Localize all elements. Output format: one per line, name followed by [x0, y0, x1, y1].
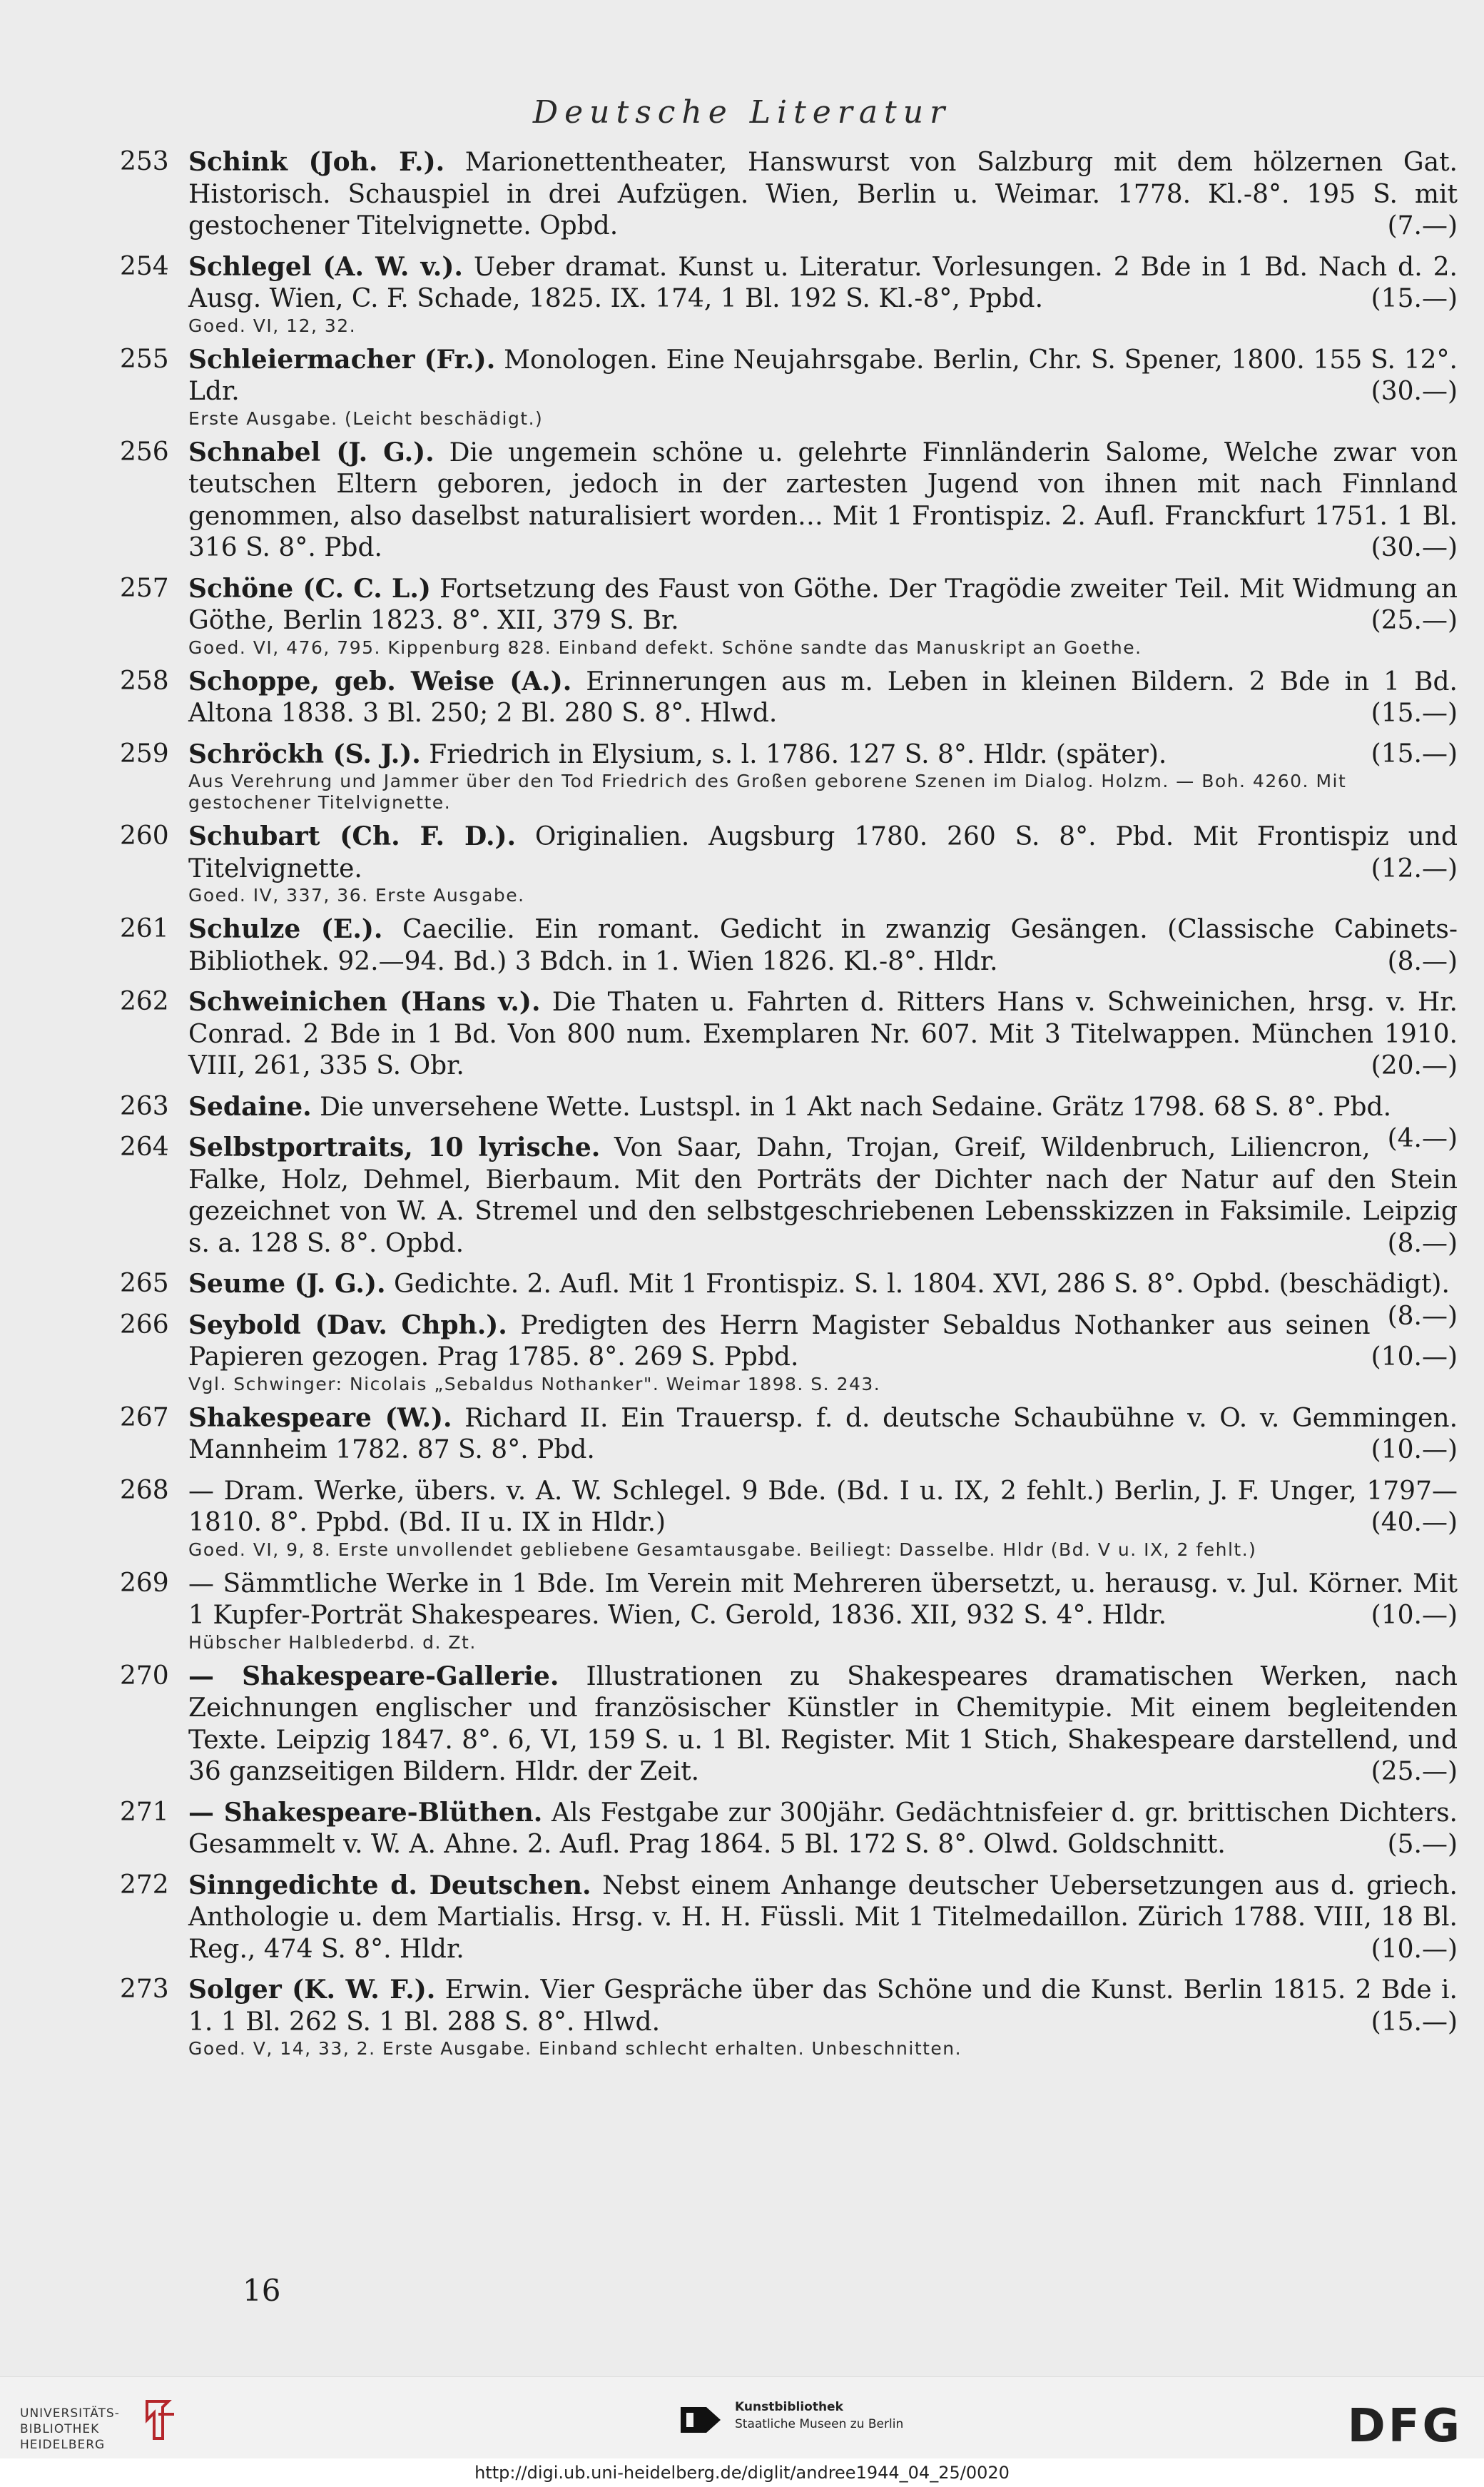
entry-text: Erinnerungen aus m. Leben in kleinen Bildern. 2 Bde in 1 Bd. Altona 1838. 3 Bl. 250; 2 Bl. 280 S. 8°. Hlwd.	[188, 667, 1458, 728]
page-number: 16	[243, 2273, 281, 2308]
entry-author: Sinngedichte d. Deutschen.	[188, 1870, 591, 1900]
entry-text: Monologen. Eine Neujahrsgabe. Berlin, Chr. S. Spener, 1800. 155 S. 12°. Ldr.	[188, 345, 1458, 406]
entry-number: 267	[120, 1402, 169, 1432]
catalog-entry	[120, 437, 1458, 564]
entry-price: (15.—)	[1371, 739, 1458, 769]
catalog-entry	[120, 986, 1458, 1083]
entry-text: Caecilie. Ein romant. Gedicht in zwanzig Gesängen. (Classische Cabinets-Bibliothek. 92.—94. Bd.) 3 Bdch. in 1. Wien 1826. Kl.-8°. Hldr.	[188, 915, 1458, 976]
entry-body	[188, 666, 1458, 730]
entry-text: Die Thaten u. Fahrten d. Ritters Hans v. Schweinichen, hrsg. v. Hr. Conrad. 2 Bde in 1 Bd. Von 800 num. Exemplaren Nr. 607. Mit 3 Titelwappen. München 1910. VIII, 261, 335 S. Obr.	[188, 988, 1458, 1080]
catalog-entry	[120, 146, 1458, 243]
entry-text: Von Saar, Dahn, Trojan, Greif, Wildenbruch, Liliencron, Falke, Holz, Dehmel, Bierbaum. Mit den Porträts der Dichter nach der Natur auf den Stein gezeichnet von W. A. Stremel und den selbstgeschriebenen Lebensskizzen in Faksimile. Leipzig s. a. 128 S. 8°. Opbd.	[188, 1133, 1458, 1258]
entry-number: 269	[120, 1568, 169, 1598]
entry-author: Solger (K. W. F.).	[188, 1975, 436, 2005]
catalog-entry	[120, 1402, 1458, 1467]
entry-text: Nebst einem Anhange deutscher Uebersetzungen aus d. griech. Anthologie u. dem Martialis. Hrsg. v. H. H. Füssli. Mit 1 Titelmedaillon. Zürich 1788. VIII, 18 Bl. Reg., 474 S. 8°. Hldr.	[188, 1870, 1458, 1964]
entry-note: Goed. VI, 476, 795. Kippenburg 828. Einband defekt. Schöne sandte das Manuskript an Goethe.	[188, 637, 1142, 658]
entry-number: 262	[120, 987, 169, 1016]
catalog-entry	[120, 1974, 1458, 2060]
entry-price: (15.—)	[1371, 2007, 1458, 2037]
entry-author: Selbstportraits, 10 lyrische.	[188, 1133, 601, 1163]
entry-body	[188, 1310, 1458, 1374]
entry-body	[188, 146, 1458, 243]
entry-author: Shakespeare (W.).	[188, 1402, 452, 1433]
entry-number: 263	[120, 1091, 169, 1121]
entry-price: (12.—)	[1371, 854, 1458, 883]
entry-text: Richard II. Ein Trauersp. f. d. deutsche Schaubühne v. O. v. Gemmingen. Mannheim 1782. 87 S. 8°. Pbd.	[188, 1403, 1458, 1464]
entry-price: (30.—)	[1371, 533, 1458, 562]
entry-number: 268	[120, 1475, 169, 1505]
library-name: Kunstbibliothek	[735, 2400, 843, 2414]
entry-price: (8.—)	[1387, 1301, 1458, 1331]
entry-text: Gedichte. 2. Aufl. Mit 1 Frontispiz. S. l. 1804. XVI, 286 S. 8°. Opbd. (beschädigt).	[385, 1270, 1450, 1299]
entry-body	[188, 739, 1458, 771]
entry-number: 271	[120, 1797, 169, 1827]
entry-author: — Shakespeare-Blüthen.	[188, 1797, 543, 1828]
entry-body	[188, 1475, 1458, 1539]
entry-price: (15.—)	[1371, 284, 1458, 313]
entry-body	[188, 1568, 1458, 1632]
entry-price: (30.—)	[1371, 377, 1458, 406]
entry-body	[188, 986, 1458, 1083]
entry-body	[188, 1132, 1458, 1260]
entry-text: Die unversehene Wette. Lustspl. in 1 Akt nach Sedaine. Grätz 1798. 68 S. 8°. Pbd.	[311, 1092, 1392, 1122]
entry-price: (8.—)	[1387, 1228, 1458, 1258]
entry-number: 270	[120, 1661, 169, 1691]
entry-body	[188, 251, 1458, 315]
entry-author: Schweinichen (Hans v.).	[188, 987, 541, 1017]
entry-price: (10.—)	[1371, 1601, 1458, 1630]
entry-note: Goed. IV, 337, 36. Erste Ausgabe.	[188, 885, 525, 906]
entry-price: (40.—)	[1371, 1508, 1458, 1537]
entry-number: 257	[120, 573, 169, 603]
entry-body	[188, 1402, 1458, 1467]
university-name-line: BIBLIOTHEK	[20, 2422, 100, 2436]
entry-text: Die ungemein schöne u. gelehrte Finnländerin Salome, Welche zwar von teutschen Eltern geboren, jedoch in der zartesten Jugend von ihnen mit nach Finnland genommen, also daselbst naturalisiert worden… Mit 1 Frontispiz. 2. Aufl. Franckfurt 1751. 1 Bl. 316 S. 8°. Pbd.	[188, 437, 1458, 562]
entry-number: 266	[120, 1310, 169, 1339]
entry-text: Illustrationen zu Shakespeares dramatischen Werken, nach Zeichnungen englischer und französischer Künstler in Chemitypie. Mit einem begleitenden Texte. Leipzig 1847. 8°. 6, VI, 159 S. u. 1 Bl. Register. Mit 1 Stich, Shakespeare darstellend, und 36 ganzseitigen Bildern. Hldr. der Zeit.	[188, 1661, 1458, 1786]
entry-note: Vgl. Schwinger: Nicolais „Sebaldus Nothanker". Weimar 1898. S. 243.	[188, 1373, 881, 1394]
entry-text: Als Festgabe zur 300jähr. Gedächtnisfeier d. gr. brittischen Dichters. Gesammelt v. W. A. Ahne. 2. Aufl. Prag 1864. 5 Bl. 172 S. 8°. Olwd. Goldschnitt.	[188, 1798, 1458, 1859]
running-header: Deutsche Literatur	[532, 94, 952, 131]
entry-note: Aus Verehrung und Jammer über den Tod Friedrich des Großen geborene Szenen im Dialog. Holzm. — Boh. 4260. Mit gestochener Titelvignette.	[188, 771, 1347, 813]
entry-number: 254	[120, 251, 169, 281]
entry-text: — Dram. Werke, übers. v. A. W. Schlegel. 9 Bde. (Bd. I u. IX, 2 fehlt.) Berlin, J. F. Unger, 1797—1810. 8°. Ppbd. (Bd. II u. IX in Hldr.)	[188, 1476, 1458, 1537]
catalog-entry	[120, 1568, 1458, 1653]
entry-author: Schöne (C. C. L.)	[188, 573, 431, 604]
dfg-logo: DFG	[1347, 2400, 1463, 2453]
entry-author: Schleiermacher (Fr.).	[188, 344, 496, 375]
entry-body	[188, 913, 1458, 978]
entry-text: Erwin. Vier Gespräche über das Schöne und die Kunst. Berlin 1815. 2 Bde i. 1. 1 Bl. 262 S. 1 Bl. 288 S. 8°. Hlwd.	[188, 1975, 1458, 2037]
entry-price: (25.—)	[1371, 1757, 1458, 1786]
entry-note: Erste Ausgabe. (Leicht beschädigt.)	[188, 407, 544, 429]
source-url[interactable]: http://digi.ub.uni-heidelberg.de/diglit/andree1944_04_25/0020	[0, 2458, 1484, 2487]
entry-number: 259	[120, 739, 169, 769]
entry-number: 260	[120, 821, 169, 851]
kunstbibliothek-logo-icon	[676, 2397, 723, 2443]
entry-number: 255	[120, 344, 169, 374]
catalog-entries	[120, 146, 1458, 2067]
entry-author: Seume (J. G.).	[188, 1269, 386, 1299]
entry-note: Goed. VI, 9, 8. Erste unvollendet gebliebene Gesamtausgabe. Beiliegt: Dasselbe. Hldr (Bd. V u. IX, 2 fehlt.)	[188, 1539, 1257, 1560]
entry-number: 261	[120, 914, 169, 943]
entry-number: 253	[120, 147, 169, 176]
entry-text: Ueber dramat. Kunst u. Literatur. Vorlesungen. 2 Bde in 1 Bd. Nach d. 2. Ausg. Wien, C. F. Schade, 1825. IX. 174, 1 Bl. 192 S. Kl.-8°, Ppbd.	[188, 252, 1458, 313]
entry-author: Sedaine.	[188, 1091, 312, 1122]
catalog-entry	[120, 1797, 1458, 1861]
kunstbibliothek-name	[735, 2399, 903, 2433]
entry-price: (10.—)	[1371, 1934, 1458, 1964]
digitization-footer	[0, 2376, 1484, 2459]
entry-body	[188, 1661, 1458, 1788]
catalog-entry	[120, 251, 1458, 337]
entry-price: (10.—)	[1371, 1342, 1458, 1372]
entry-text: Originalien. Augsburg 1780. 260 S. 8°. Pbd. Mit Frontispiz und Titelvignette.	[188, 822, 1458, 883]
entry-body	[188, 1870, 1458, 1966]
catalog-entry	[120, 344, 1458, 430]
entry-note: Hübscher Halblederbd. d. Zt.	[188, 1631, 477, 1653]
entry-number: 258	[120, 666, 169, 696]
catalog-entry	[120, 913, 1458, 978]
entry-text: Friedrich in Elysium, s. l. 1786. 127 S. 8°. Hldr. (später).	[420, 739, 1167, 769]
entry-body	[188, 344, 1458, 408]
university-library-name	[20, 2406, 120, 2453]
entry-price: (4.—)	[1387, 1124, 1458, 1153]
entry-text: Marionettentheater, Hanswurst von Salzburg mit dem hölzernen Gat. Historisch. Schauspiel in drei Aufzügen. Wien, Berlin u. Weimar. 1778. Kl.-8°. 195 S. mit gestochener Titelvignette. Opbd.	[188, 148, 1458, 240]
entry-author: Schulze (E.).	[188, 914, 383, 944]
entry-price: (15.—)	[1371, 699, 1458, 728]
entry-note: Goed. V, 14, 33, 2. Erste Ausgabe. Einband schlecht erhalten. Unbeschnitten.	[188, 2038, 962, 2059]
entry-text: Predigten des Herrn Magister Sebaldus Nothanker aus seinen Papieren gezogen. Prag 1785. 8°. 269 S. Ppbd.	[188, 1310, 1371, 1372]
catalog-entry	[120, 1475, 1458, 1561]
entry-author: Schröckh (S. J.).	[188, 739, 421, 769]
entry-price: (8.—)	[1387, 946, 1458, 976]
entry-author: Schnabel (J. G.).	[188, 437, 434, 467]
catalog-entry	[120, 1870, 1458, 1966]
entry-text: Fortsetzung des Faust von Göthe. Der Tragödie zweiter Teil. Mit Widmung an Göthe, Berlin 1823. 8°. XII, 379 S. Br.	[188, 574, 1458, 635]
entry-price: (25.—)	[1371, 606, 1458, 635]
entry-body	[188, 1797, 1458, 1861]
entry-author: Schubart (Ch. F. D.).	[188, 821, 517, 851]
entry-price: (5.—)	[1387, 1830, 1458, 1859]
catalog-entry	[120, 666, 1458, 730]
entry-body	[188, 821, 1458, 885]
catalog-entry	[120, 1132, 1458, 1260]
university-name-line: UNIVERSITÄTS-	[20, 2406, 120, 2421]
entry-author: Schink (Joh. F.).	[188, 147, 445, 177]
entry-author: — Shakespeare-Gallerie.	[188, 1661, 559, 1691]
catalog-entry	[120, 573, 1458, 659]
catalog-entry	[120, 821, 1458, 906]
entry-number: 273	[120, 1975, 169, 2004]
entry-author: Schoppe, geb. Weise (A.).	[188, 666, 572, 697]
entry-number: 265	[120, 1269, 169, 1298]
entry-body	[188, 437, 1458, 564]
catalog-entry	[120, 1310, 1458, 1395]
entry-number: 256	[120, 437, 169, 467]
entry-body	[188, 1974, 1458, 2038]
entry-price: (20.—)	[1371, 1051, 1458, 1080]
entry-body	[188, 573, 1458, 637]
entry-author: Schlegel (A. W. v.).	[188, 251, 463, 282]
entry-price: (10.—)	[1371, 1435, 1458, 1464]
catalog-entry	[120, 1661, 1458, 1788]
entry-number: 272	[120, 1870, 169, 1900]
entry-number: 264	[120, 1133, 169, 1162]
library-subtitle: Staatliche Museen zu Berlin	[735, 2417, 904, 2431]
entry-author: Seybold (Dav. Chph.).	[188, 1310, 507, 1340]
catalog-entry	[120, 739, 1458, 814]
entry-note: Goed. VI, 12, 32.	[188, 315, 357, 336]
university-name-line: HEIDELBERG	[20, 2438, 106, 2452]
entry-price: (7.—)	[1387, 211, 1458, 240]
university-seal-icon	[137, 2397, 180, 2443]
entry-text: — Sämmtliche Werke in 1 Bde. Im Verein mit Mehreren übersetzt, u. herausg. v. Jul. Körner. Mit 1 Kupfer-Porträt Shakespeares. Wien, C. Gerold, 1836. XII, 932 S. 4°. Hldr.	[188, 1569, 1458, 1630]
